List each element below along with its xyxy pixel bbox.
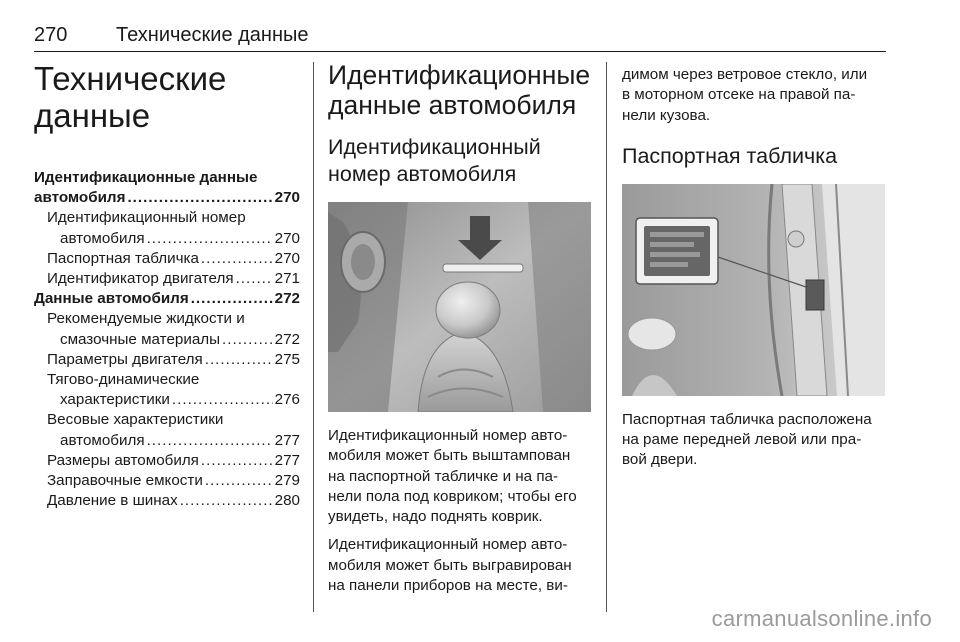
toc-page-number: 271 <box>274 270 300 288</box>
vin-paragraph-2: Идентификационный номер авто- мобиля может быть выгравирован на панели приборов на месте, ви- <box>328 536 572 595</box>
plate-column <box>622 65 885 471</box>
toc-page-number: 277 <box>274 431 300 449</box>
toc-column <box>34 60 300 511</box>
vin-column <box>328 60 591 596</box>
vin-heading-line: Идентификационный <box>328 135 541 159</box>
toc-page-number: 272 <box>274 330 300 348</box>
toc-page-number: 275 <box>274 350 300 368</box>
chapter-title-line: Технические <box>34 60 227 97</box>
toc-entry-label: Весовые характеристики <box>47 411 224 429</box>
toc-entry-weights[interactable]: автомобиля ..... 277 <box>34 431 300 451</box>
id-plate-paragraph: Паспортная табличка расположена на раме передней левой или пра- вой двери. <box>622 410 872 469</box>
toc-page-number: 280 <box>274 492 300 510</box>
toc-entry-vin[interactable]: автомобиля ..... 270 <box>34 229 300 249</box>
toc-entry-dimensions[interactable]: Размеры автомобиля ..... 277 <box>34 451 300 471</box>
vin-paragraph-1: Идентификационный номер авто- мобиля может быть выштампован на паспортной табличке и на па- нели пола под ковриком; чтобы его увидеть, надо поднять коврик. <box>328 427 577 526</box>
toc-page-number: 279 <box>274 472 300 490</box>
toc-page-number: 277 <box>274 451 300 469</box>
toc-page-number: 276 <box>274 391 300 409</box>
page-number: 270 <box>34 24 68 46</box>
running-title: Технические данные <box>116 24 309 46</box>
toc-entry-performance[interactable]: характеристики ..... 276 <box>34 390 300 410</box>
toc-entry-engine-id[interactable]: Идентификатор двигателя ..... 271 <box>34 269 300 289</box>
column-divider <box>606 62 607 612</box>
page-header <box>34 20 886 50</box>
id-plate-heading: Паспортная табличка <box>622 143 838 168</box>
section-title-line: Идентификационные <box>328 60 591 90</box>
section-title <box>328 60 591 120</box>
vin-paragraph-2-continued: димом через ветровое стекло, или в моторном отсеке на правой па- нели кузова. <box>622 66 868 124</box>
toc-entry-fluids[interactable]: смазочные материалы ..... 272 <box>34 330 300 350</box>
header-rule <box>34 51 886 52</box>
toc-entry-label: Тягово-динамические <box>47 371 200 389</box>
toc-entry-label: Идентификационный номер <box>47 209 246 227</box>
table-of-contents <box>34 168 300 511</box>
toc-entry-vehicle-data[interactable]: Данные автомобиля ..... 272 <box>34 289 300 309</box>
toc-entry-label: Рекомендуемые жидкости и <box>47 310 245 328</box>
toc-entry-engine-data[interactable]: Параметры двигателя ..... 275 <box>34 350 300 370</box>
column-divider <box>313 62 314 612</box>
section-title-line: данные автомобиля <box>328 90 577 120</box>
toc-page-number: 270 <box>274 189 300 207</box>
toc-page-number: 270 <box>274 229 300 247</box>
watermark: carmanualsonline.info <box>711 606 932 631</box>
toc-page-number: 270 <box>274 249 300 267</box>
vin-heading-line: номер автомобиля <box>328 162 517 186</box>
toc-entry-vehicle-identification[interactable]: автомобиля ..... 270 <box>34 188 300 208</box>
toc-page-number: 272 <box>274 290 300 308</box>
chapter-title <box>34 60 300 134</box>
toc-section-label: Идентификационные данные <box>34 169 258 186</box>
toc-entry-id-plate[interactable]: Паспортная табличка ..... 270 <box>34 249 300 269</box>
toc-entry-capacities[interactable]: Заправочные емкости ..... 279 <box>34 471 300 491</box>
door-pillar-plate-illustration <box>622 184 885 396</box>
gear-lever-illustration <box>328 202 591 412</box>
vin-heading <box>328 134 591 188</box>
toc-entry-tyre-pressures[interactable]: Давление в шинах ..... 280 <box>34 491 300 511</box>
chapter-title-line: данные <box>34 97 151 134</box>
